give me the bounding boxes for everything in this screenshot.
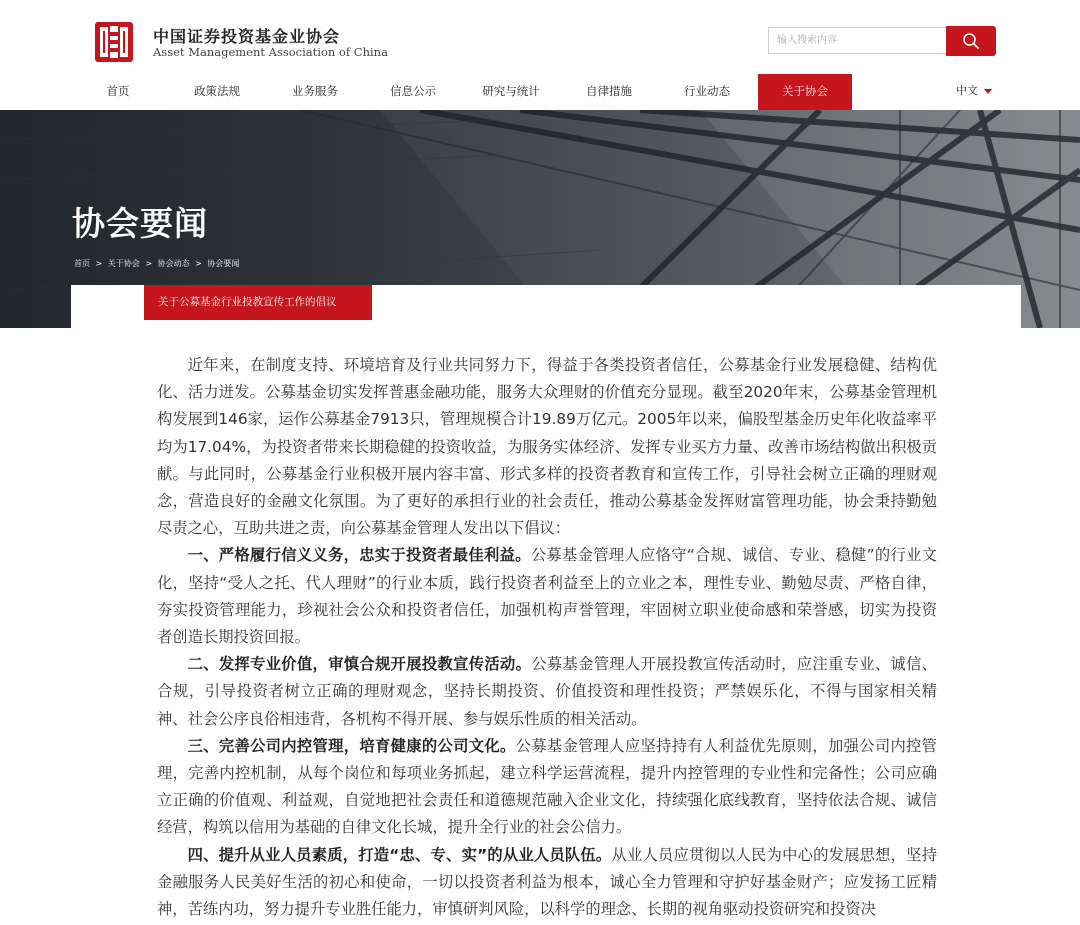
point-heading: 一、严格履行信义义务，忠实于投资者最佳利益。 xyxy=(187,546,531,565)
breadcrumb-news[interactable]: 协会动态 xyxy=(157,259,190,268)
breadcrumb-about[interactable]: 关于协会 xyxy=(107,259,140,268)
point-body: 公募基金管理人应恪守“合规、诚信、专业、稳健”的行业文化，坚持“受人之托、代人理财”的行业本质，践行投资者利益至上的立业之本，理性专业、勤勉尽责、严格自律，夯实投资管理能力，珍视社会公众和投资者信任，加强机构声誉管理，牢固树立职业使命感和荣誉感，切实为投资者创造长期投资回报。 xyxy=(157,546,937,647)
page-title: 协会要闻 xyxy=(72,204,208,243)
breadcrumb-separator: > xyxy=(95,259,103,268)
language-selector[interactable] xyxy=(956,74,992,110)
breadcrumb-current[interactable]: 协会要闻 xyxy=(207,259,240,268)
main-nav xyxy=(0,74,1080,110)
caret-down-icon xyxy=(984,89,992,94)
nav-item-industry-news[interactable]: 行业动态 xyxy=(684,84,730,98)
breadcrumb-home[interactable]: 首页 xyxy=(74,259,90,268)
point-body: 从业人员应贯彻以人民为中心的发展思想，坚持金融服务人民美好生活的初心和使命，一切以投资者利益为根本，诚心全力管理和守护好基金财产；应发扬工匠精神，苦练内功，努力提升专业胜任能力，审慎研判风险，以科学的理念、长期的视角驱动投资研究和投资决 xyxy=(157,845,937,919)
article-point xyxy=(157,542,937,651)
point-heading: 四、提升从业人员素质，打造“忠、专、实”的从业人员队伍。 xyxy=(187,845,612,864)
search-icon xyxy=(962,32,980,50)
search-box xyxy=(768,27,946,54)
article-point xyxy=(157,842,937,924)
article-point xyxy=(157,651,937,733)
point-body: 公募基金管理人应坚持持有人利益优先原则，加强公司内控管理，完善内控机制，从每个岗位和每项业务抓起，建立科学运营流程，提升内控管理的专业性和完备性；公司应确立正确的价值观、利益观，自觉地把社会责任和道德规范融入企业文化，持续强化底线教育，坚持依法合规、诚信经营，构筑以信用为基础的自律文化长城，提升全行业的社会公信力。 xyxy=(157,736,937,837)
breadcrumb xyxy=(74,258,242,269)
article-intro: 近年来，在制度支持、环境培育及行业共同努力下，得益于各类投资者信任，公募基金行业发展稳健、结构优化、活力迸发。公募基金切实发挥普惠金融功能，服务大众理财的价值充分显现。截至2020年末，公募基金管理机构发展到146家，运作公募基金7913只，管理规模合计19.89万亿元。2005年以来，偏股型基金历史年化收益率平均为17.04%，为投资者带来长期稳健的投资收益，为服务实体经济、发挥专业买方力量、改善市场结构做出积极贡献。与此同时，公募基金行业积极开展内容丰富、形式多样的投资者教育和宣传工作，引导社会树立正确的理财观念，营造良好的金融文化氛围。为了更好的承担行业的社会责任，推动公募基金发挥财富管理功能，协会秉持勤勉尽责之心，互助共进之责，向公募基金管理人发出以下倡议： xyxy=(157,356,937,538)
article-category-tag[interactable]: 关于公募基金行业投教宣传工作的倡议 xyxy=(144,285,372,320)
point-heading: 二、发挥专业价值，审慎合规开展投教宣传活动。 xyxy=(187,655,532,674)
nav-item-disclosure[interactable]: 信息公示 xyxy=(390,84,436,98)
nav-item-services[interactable]: 业务服务 xyxy=(292,84,338,98)
nav-item-about[interactable]: 关于协会 xyxy=(758,74,852,110)
org-name-cn[interactable]: 中国证券投资基金业协会 xyxy=(153,27,341,46)
amac-logo-icon[interactable] xyxy=(95,22,133,62)
article-point xyxy=(157,733,937,842)
point-heading: 三、完善公司内控管理，培育健康的公司文化。 xyxy=(187,736,516,755)
site-header xyxy=(0,0,1080,110)
nav-item-self-regulation[interactable]: 自律措施 xyxy=(586,84,632,98)
breadcrumb-separator: > xyxy=(145,259,153,268)
point-body: 公募基金管理人开展投教宣传活动时，应注重专业、诚信、合规，引导投资者树立正确的理财观念，坚持长期投资、价值投资和理性投资；严禁娱乐化，不得与国家相关精神、社会公序良俗相违背，各机构不得开展、参与娱乐性质的相关活动。 xyxy=(157,655,937,728)
nav-item-policy[interactable]: 政策法规 xyxy=(194,84,240,98)
nav-item-research[interactable]: 研究与统计 xyxy=(482,84,540,98)
search-button[interactable] xyxy=(946,26,996,56)
nav-item-home[interactable]: 首页 xyxy=(106,84,130,98)
article-body xyxy=(157,352,937,923)
language-label: 中文 xyxy=(956,84,978,97)
org-name-en: Asset Management Association of China xyxy=(153,45,388,59)
breadcrumb-separator: > xyxy=(195,259,202,268)
search-input[interactable] xyxy=(769,28,945,53)
